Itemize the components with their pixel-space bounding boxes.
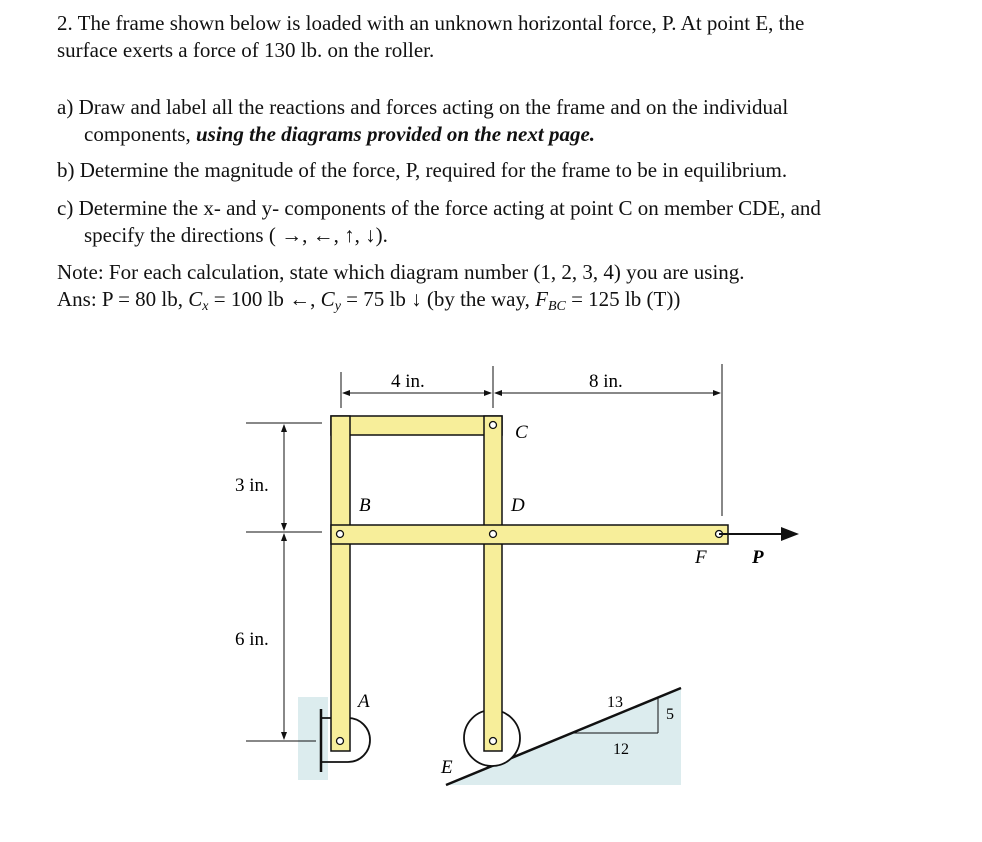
- pin-e: [490, 738, 497, 745]
- pin-b: [337, 531, 344, 538]
- dim-8in: 8 in.: [589, 371, 623, 392]
- note-text: Note: For each calculation, state which diagram number (1, 2, 3, 4) you are using.: [57, 260, 745, 284]
- cy-symbol: C: [320, 287, 335, 311]
- slope-hyp-label: 13: [607, 694, 623, 711]
- cx-subscript: x: [202, 299, 209, 314]
- load-arrow-p: [719, 527, 799, 541]
- member-top-bc: [331, 416, 502, 435]
- part-b: b) Determine the magnitude of the force, P, required for the frame to be in equilibrium.: [57, 158, 788, 182]
- label-p: P: [752, 547, 764, 568]
- label-e: E: [441, 757, 453, 778]
- cy-subscript: y: [334, 299, 341, 314]
- dim-4in: 4 in.: [391, 371, 425, 392]
- fbc-subscript: BC: [547, 299, 566, 314]
- dim-6in: 6 in.: [235, 629, 269, 650]
- member-cde: [484, 416, 502, 751]
- part-a-line-1: a) Draw and label all the reactions and forces acting on the frame and on the individual: [57, 95, 789, 119]
- cy-value: = 75 lb ↓ (by the way,: [340, 287, 536, 311]
- problem-line-1: 2. The frame shown below is loaded with an unknown horizontal force, P. At point E, the: [57, 11, 805, 35]
- part-a-emphasis: using the diagrams provided on the next page.: [195, 122, 596, 146]
- member-bdf: [331, 525, 728, 544]
- left-dimensions: [246, 423, 322, 741]
- fbc-value: = 125 lb (T)): [565, 287, 681, 311]
- part-c-line-2: specify the directions ( →, ←, ↑, ↓).: [84, 223, 388, 247]
- slope-run-label: 12: [613, 741, 629, 758]
- problem-line-2: surface exerts a force of 130 lb. on the roller.: [57, 38, 435, 62]
- part-c-line-1: c) Determine the x- and y- components of the force acting at point C on member CDE, and: [57, 196, 821, 220]
- label-c: C: [515, 422, 528, 443]
- part-a-text: components,: [84, 122, 196, 146]
- answer-prefix: Ans: P = 80 lb,: [57, 287, 189, 311]
- slope-rise-label: 5: [666, 706, 674, 723]
- cx-symbol: C: [188, 287, 203, 311]
- pin-d: [490, 531, 497, 538]
- cx-value: = 100 lb ←,: [208, 287, 321, 311]
- fbc-symbol: F: [535, 287, 548, 311]
- label-f: F: [695, 547, 707, 568]
- dim-3in: 3 in.: [235, 475, 269, 496]
- member-abc: [331, 416, 350, 751]
- pin-a: [337, 738, 344, 745]
- wall-ground: [298, 697, 328, 780]
- label-a: A: [358, 691, 370, 712]
- label-b: B: [359, 495, 371, 516]
- label-d: D: [511, 495, 525, 516]
- pin-c: [490, 422, 497, 429]
